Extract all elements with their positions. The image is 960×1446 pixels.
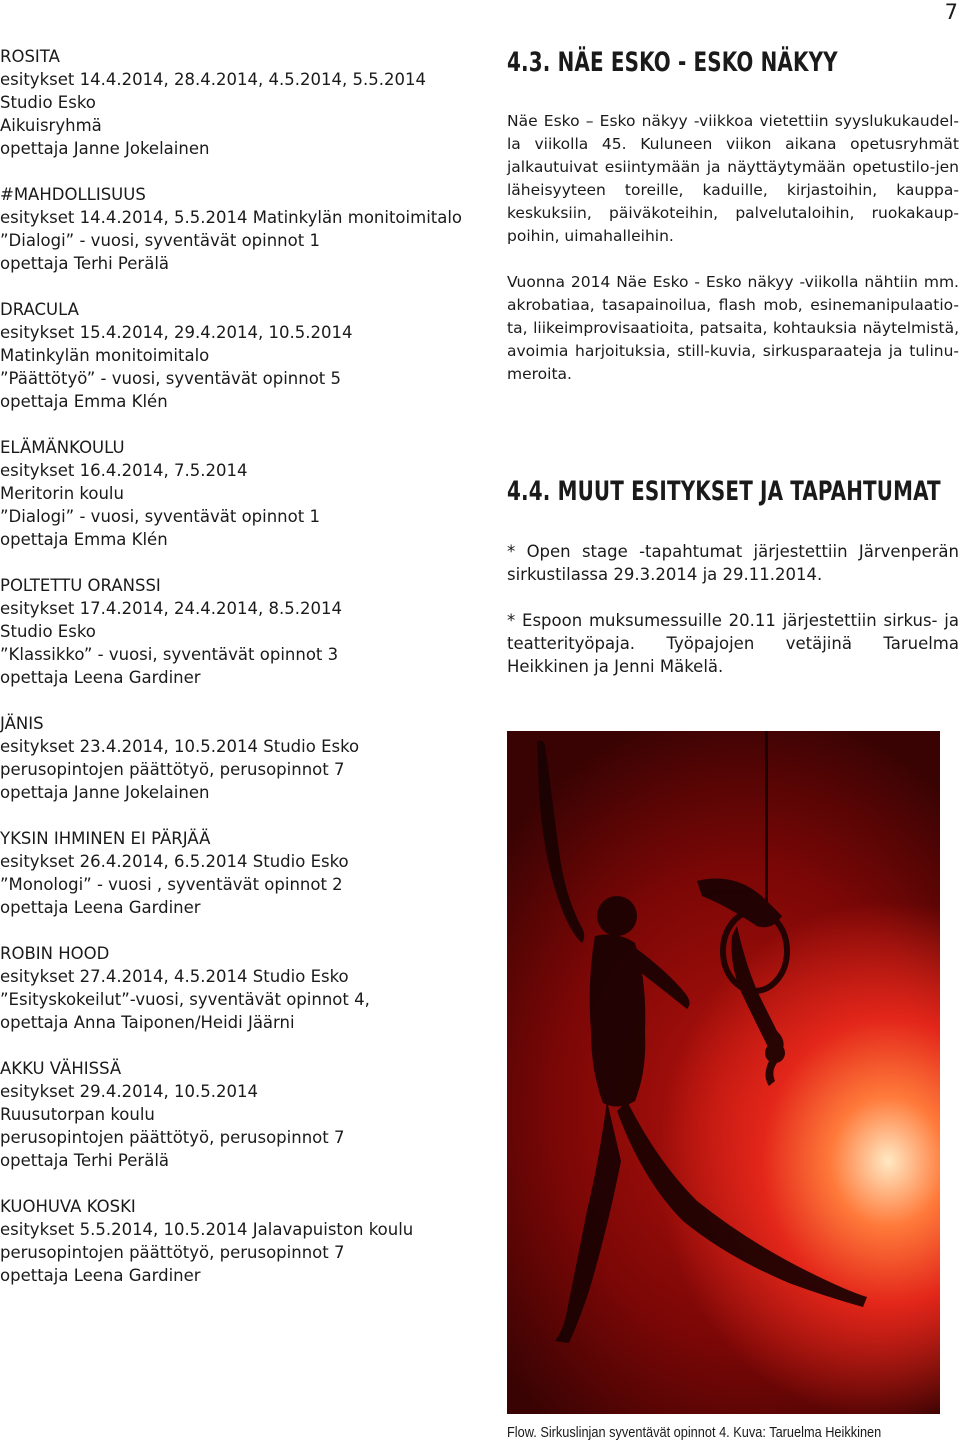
performance-detail: esitykset 5.5.2014, 10.5.2014 Jalavapuiston koulu bbox=[0, 1220, 414, 1239]
performance-entry bbox=[0, 1195, 480, 1287]
performance-detail: opettaja Terhi Perälä bbox=[0, 254, 170, 273]
performance-title: DRACULA bbox=[0, 300, 79, 319]
section-heading-4-3: 4.3. NÄE ESKO - ESKO NÄKYY bbox=[507, 47, 838, 78]
performance-detail: esitykset 23.4.2014, 10.5.2014 Studio Esko bbox=[0, 737, 360, 756]
performance-detail: opettaja Emma Klén bbox=[0, 392, 168, 411]
performance-detail: esitykset 16.4.2014, 7.5.2014 bbox=[0, 461, 248, 480]
performance-detail: perusopintojen päättötyö, perusopinnot 7 bbox=[0, 760, 345, 779]
performance-entry bbox=[0, 942, 480, 1034]
performance-title: POLTETTU ORANSSI bbox=[0, 576, 161, 595]
performance-detail: ”Klassikko” - vuosi, syventävät opinnot 3 bbox=[0, 645, 339, 664]
performance-entry bbox=[0, 436, 480, 551]
performance-entry bbox=[0, 574, 480, 689]
performance-detail: Studio Esko bbox=[0, 93, 96, 112]
performance-detail: Meritorin koulu bbox=[0, 484, 124, 503]
page-number: 7 bbox=[944, 0, 958, 24]
performance-entry bbox=[0, 1057, 480, 1172]
performance-detail: opettaja Leena Gardiner bbox=[0, 898, 201, 917]
performance-detail: Studio Esko bbox=[0, 622, 96, 641]
section-4-3-paragraph-2: Vuonna 2014 Näe Esko - Esko näkyy -viikolla nähtiin mm. akrobatiaa, tasapainoilua, flash mob, esinemanipulaatio-ta, liikeimprovisaatioita, patsaita, kohtauksia näytelmistä, avoimia harjoituksia, still-kuvia, sirkusparaateja ja tulinu-meroita. bbox=[507, 273, 959, 383]
performance-entry bbox=[0, 827, 480, 919]
performance-detail: opettaja Leena Gardiner bbox=[0, 668, 201, 687]
performance-detail: esitykset 27.4.2014, 4.5.2014 Studio Esko bbox=[0, 967, 349, 986]
performance-entry bbox=[0, 183, 480, 275]
performance-detail: ”Esityskokeilut”-vuosi, syventävät opinnot 4, bbox=[0, 990, 370, 1009]
performance-entry bbox=[0, 298, 480, 413]
performance-title: KUOHUVA KOSKI bbox=[0, 1197, 136, 1216]
performance-title: ELÄMÄNKOULU bbox=[0, 438, 125, 457]
performance-title: ROBIN HOOD bbox=[0, 944, 110, 963]
performance-detail: opettaja Janne Jokelainen bbox=[0, 139, 210, 158]
performance-detail: esitykset 29.4.2014, 10.5.2014 bbox=[0, 1082, 259, 1101]
performance-detail: Aikuisryhmä bbox=[0, 116, 102, 135]
performance-detail: Matinkylän monitoimitalo bbox=[0, 346, 210, 365]
performance-title: ROSITA bbox=[0, 47, 60, 66]
performance-detail: Ruusutorpan koulu bbox=[0, 1105, 155, 1124]
performance-list bbox=[0, 45, 480, 1310]
performance-detail: opettaja Anna Taiponen/Heidi Jäärni bbox=[0, 1013, 295, 1032]
performance-detail: opettaja Terhi Perälä bbox=[0, 1151, 170, 1170]
performance-detail: esitykset 14.4.2014, 28.4.2014, 4.5.2014, 5.5.2014 bbox=[0, 70, 426, 89]
performance-detail: perusopintojen päättötyö, perusopinnot 7 bbox=[0, 1243, 345, 1262]
performance-detail: opettaja Emma Klén bbox=[0, 530, 168, 549]
performers-silhouette-icon bbox=[507, 731, 940, 1414]
performance-detail: ”Päättötyö” - vuosi, syventävät opinnot 5 bbox=[0, 369, 342, 388]
performance-detail: ”Dialogi” - vuosi, syventävät opinnot 1 bbox=[0, 507, 320, 526]
section-4-4-paragraph-2: * Espoon muksumessuille 20.11 järjestettiin sirkus- ja teatterityöpaja. Työpajojen vetäjinä Taruelma Heikkinen ja Jenni Mäkelä. bbox=[507, 611, 959, 676]
performance-detail: opettaja Leena Gardiner bbox=[0, 1266, 201, 1285]
performance-detail: perusopintojen päättötyö, perusopinnot 7 bbox=[0, 1128, 345, 1147]
performance-detail: ”Dialogi” - vuosi, syventävät opinnot 1 bbox=[0, 231, 320, 250]
performance-detail: esitykset 17.4.2014, 24.4.2014, 8.5.2014 bbox=[0, 599, 342, 618]
performance-entry bbox=[0, 45, 480, 160]
performance-detail: opettaja Janne Jokelainen bbox=[0, 783, 210, 802]
performance-title: JÄNIS bbox=[0, 714, 44, 733]
section-4-4-paragraph-1: * Open stage -tapahtumat järjestettiin Järvenperän sirkustilassa 29.3.2014 ja 29.11.2014. bbox=[507, 542, 959, 584]
section-4-3-paragraph-1: Näe Esko – Esko näkyy -viikkoa vietettiin syyslukukaudel-la viikolla 45. Kuluneen viikon aikana opetusryhmät jalkautuivat esiintymään ja näyttäytymään opetustilo-jen läheisyyteen toreille, kaduille, kirjastoihin, kauppa-keskuksiin, päiväkoteihin, palvelutaloihin, ruokakaup-poihin, uimahalleihin. bbox=[507, 112, 959, 245]
performance-title: AKKU VÄHISSÄ bbox=[0, 1059, 122, 1078]
performance-detail: esitykset 26.4.2014, 6.5.2014 Studio Esko bbox=[0, 852, 349, 871]
performance-detail: esitykset 14.4.2014, 5.5.2014 Matinkylän monitoimitalo bbox=[0, 208, 463, 227]
performance-title: YKSIN IHMINEN EI PÄRJÄÄ bbox=[0, 829, 211, 848]
performance-detail: ”Monologi” - vuosi , syventävät opinnot 2 bbox=[0, 875, 343, 894]
photo-caption: Flow. Sirkuslinjan syventävät opinnot 4. Kuva: Taruelma Heikkinen bbox=[507, 1425, 882, 1441]
performance-title: #MAHDOLLISUUS bbox=[0, 185, 146, 204]
performance-entry bbox=[0, 712, 480, 804]
performance-photo bbox=[507, 731, 940, 1414]
performance-detail: esitykset 15.4.2014, 29.4.2014, 10.5.2014 bbox=[0, 323, 353, 342]
section-heading-4-4: 4.4. MUUT ESITYKSET JA TAPAHTUMAT bbox=[507, 476, 941, 507]
